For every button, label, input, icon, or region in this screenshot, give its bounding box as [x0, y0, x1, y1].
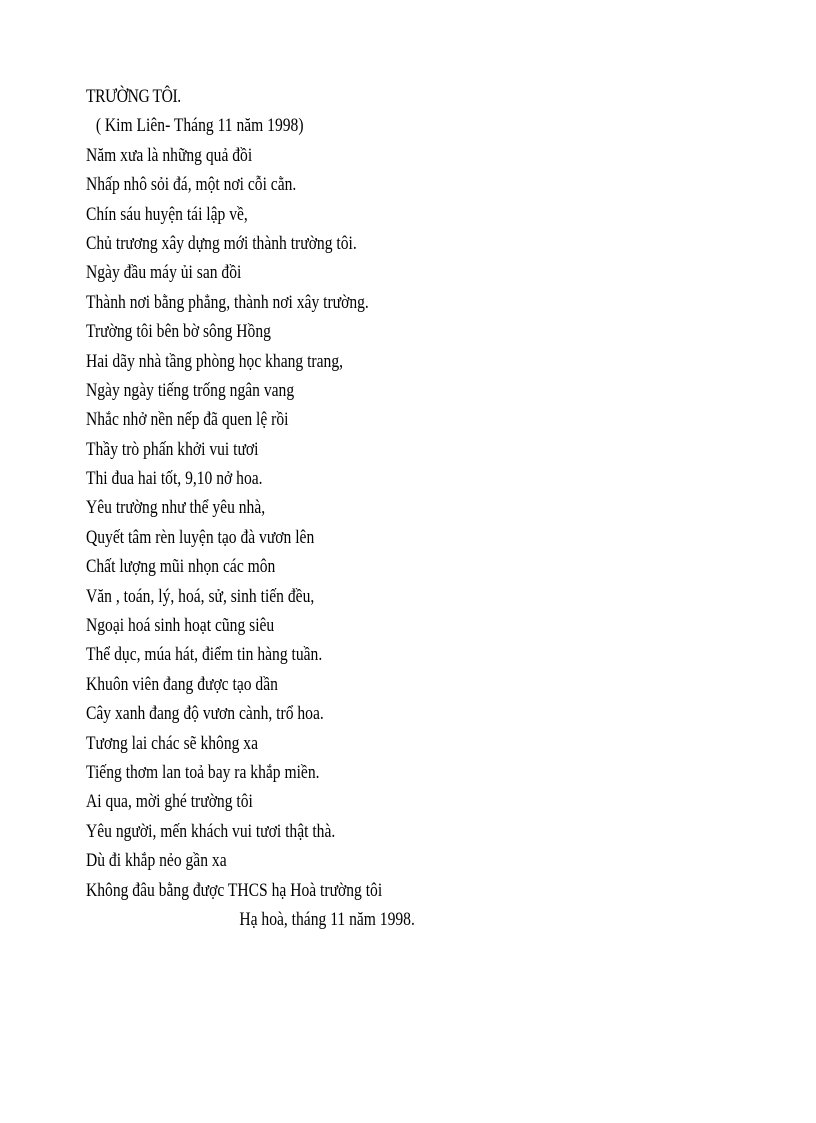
poem-signature: Hạ hoà, tháng 11 năm 1998. [239, 908, 415, 930]
verse-line: Thành nơi bằng phẳng, thành nơi xây trường. [86, 291, 369, 313]
verse-line: Chủ trương xây dựng mới thành trường tôi. [86, 232, 357, 254]
verse-line: Hai dãy nhà tầng phòng học khang trang, [86, 350, 344, 372]
verse-line: Thầy trò phấn khởi vui tươi [86, 438, 259, 460]
verse-line: Dù đi khắp nẻo gần xa [86, 850, 227, 872]
verse-line: Chất lượng mũi nhọn các môn [86, 556, 276, 578]
verse-line: Chín sáu huyện tái lập về, [86, 203, 248, 225]
verse-line: Nhắc nhở nền nếp đã quen lệ rồi [86, 409, 289, 431]
verse-line: Thể dục, múa hát, điểm tin hàng tuần. [86, 644, 323, 666]
verse-line: Yêu trường như thể yêu nhà, [86, 497, 266, 519]
verse-line: Ngày đầu máy ủi san đồi [86, 262, 242, 284]
verse-line: Văn , toán, lý, hoá, sử, sinh tiến đều, [86, 585, 315, 607]
verse-line: Ngoại hoá sinh hoạt cũng siêu [86, 615, 275, 637]
verse-line: Năm xưa là những quả đồi [86, 144, 253, 166]
verse-line: Quyết tâm rèn luyện tạo đà vươn lên [86, 526, 315, 548]
verse-line: Nhấp nhô sỏi đá, một nơi cỗi cằn. [86, 174, 297, 196]
verse-line: Thi đua hai tốt, 9,10 nở hoa. [86, 468, 263, 490]
verse-line: Yêu người, mến khách vui tươi thật thà. [86, 820, 336, 842]
verse-line: Không đâu bằng được THCS hạ Hoà trường tôi [86, 879, 383, 901]
verse-line: Tiếng thơm lan toả bay ra khắp miền. [86, 761, 320, 783]
verse-line: Cây xanh đang độ vươn cành, trổ hoa. [86, 703, 324, 725]
verse-line: Tương lai chác sẽ không xa [86, 732, 259, 754]
poem-subtitle: ( Kim Liên- Tháng 11 năm 1998) [95, 115, 304, 137]
verse-line: Ngày ngày tiếng trống ngân vang [86, 379, 295, 401]
verse-line: Trường tôi bên bờ sông Hồng [86, 321, 271, 343]
poem-title: TRƯỜNG TÔI. [86, 86, 181, 107]
verse-line: Khuôn viên đang được tạo dần [86, 673, 278, 695]
verse-line: Ai qua, mời ghé trường tôi [86, 791, 253, 813]
poem [86, 82, 415, 934]
